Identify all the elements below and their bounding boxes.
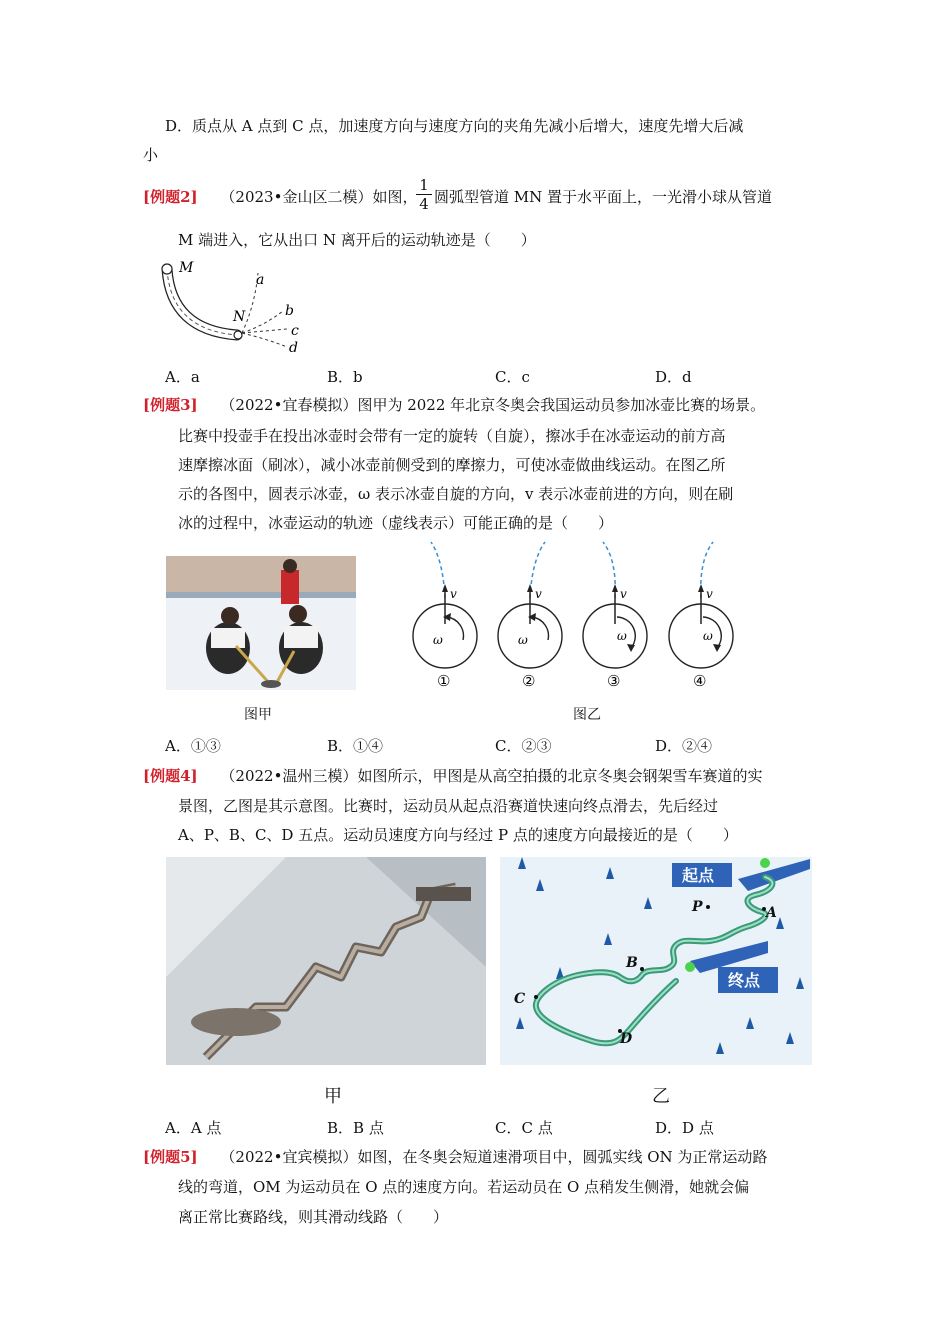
diagram-3-omega: ω: [617, 629, 627, 643]
diagram-2-arrowhead: [527, 584, 533, 592]
diagram-3-label: ③: [607, 672, 621, 690]
q4-option-c[interactable]: C．C 点: [495, 1119, 553, 1137]
q3-stem-line1: （2022•宜春模拟）图甲为 2022 年北京冬奥会我国运动员参加冰壶比赛的场景。: [220, 396, 766, 414]
q4-stem-line2: 景图，乙图是其示意图。比赛时，运动员从起点沿赛道快速向终点滑去，先后经过: [178, 797, 719, 815]
sweeper-left-head: [221, 607, 239, 625]
coach-red-jacket: [281, 570, 299, 604]
curling-stone: [261, 680, 281, 688]
q2-option-b[interactable]: B．b: [327, 368, 363, 386]
q4-stem-line1: （2022•温州三模）如图所示，甲图是从高空拍摄的北京冬奥会钢架雪车赛道的实: [220, 767, 763, 785]
q2-stem-b: 圆弧型管道 MN 置于水平面上，一光滑小球从管道: [434, 188, 773, 206]
label-p: P: [692, 899, 703, 915]
diagram-3-spin-head: [627, 644, 635, 652]
q2-tag: [例题2]: [143, 188, 198, 206]
diagram-4-label: ④: [693, 672, 707, 690]
label-d: d: [289, 340, 298, 356]
pipe-end-n: [234, 331, 242, 339]
q4-option-d[interactable]: D．D 点: [655, 1119, 714, 1137]
q4-stem-line3: A、P、B、C、D 五点。运动员速度方向与经过 P 点的速度方向最接近的是（ ）: [178, 826, 738, 844]
q4-option-b[interactable]: B．B 点: [327, 1119, 384, 1137]
option-d-text: D．质点从 A 点到 C 点，加速度方向与速度方向的夹角先减小后增大，速度先增大后减: [165, 117, 744, 135]
diagram-2: [498, 542, 562, 690]
start-dot: [760, 858, 770, 868]
label-a: a: [256, 272, 265, 288]
curling-diagrams: [405, 540, 745, 690]
label-a-point: A: [766, 905, 777, 921]
ice-surface: [166, 598, 356, 690]
stands: [166, 556, 356, 592]
track-schematic-map: [500, 857, 812, 1065]
fig-yi-caption: 图乙: [573, 707, 601, 723]
diagram-1-v: v: [450, 587, 457, 601]
q2-option-d[interactable]: D．d: [655, 368, 692, 386]
q2-option-c[interactable]: C．c: [495, 368, 530, 386]
q5-stem-line3: 离正常比赛路线，则其滑动线路（ ）: [178, 1208, 449, 1226]
diagram-4-v: v: [706, 587, 713, 601]
diagram-2-omega: ω: [518, 633, 528, 647]
q2-stem-line2: M 端进入，它从出口 N 离开后的运动轨迹是（ ）: [178, 231, 536, 249]
curling-photo: [166, 556, 356, 690]
trajectory-d: [242, 333, 287, 347]
diagram-1-spin-head: [443, 613, 451, 621]
quarter-fraction: [416, 176, 432, 213]
sweeper-right-head: [289, 605, 307, 623]
fig-yi-caption-q4: 乙: [652, 1086, 670, 1107]
fraction-denominator: 4: [416, 194, 432, 213]
diagram-1-trajectory: [431, 542, 445, 598]
diagram-4: [669, 542, 733, 690]
q4-header: [143, 762, 762, 791]
diagram-1: [413, 542, 477, 690]
q3-tag: [例题3]: [143, 396, 198, 414]
point-b-dot: [640, 967, 644, 971]
diagram-2-spin-head: [528, 613, 536, 621]
diagram-4-omega: ω: [703, 629, 713, 643]
label-c: c: [291, 323, 299, 339]
pipe-end-m: [162, 264, 172, 274]
q2-header: [143, 183, 417, 212]
diagram-1-label: ①: [437, 672, 451, 690]
q3-stem-line5: 冰的过程中，冰壶运动的轨迹（虚线表示）可能正确的是（ ）: [178, 514, 614, 532]
diagram-3: [583, 542, 647, 690]
pipe-inner: [167, 269, 237, 335]
q3-header: [143, 391, 765, 420]
label-b: b: [285, 303, 294, 319]
label-m: M: [179, 260, 194, 276]
option-d-text-wrap: 小: [143, 146, 159, 164]
diagram-3-arrowhead: [612, 584, 618, 592]
start-label: 起点: [682, 866, 715, 885]
fig-jia-caption-q4: 甲: [324, 1086, 342, 1107]
q3-stem-line3: 速摩擦冰面（刷冰），减小冰壶前侧受到的摩擦力，可使冰壶做曲线运动。在图乙所: [178, 456, 726, 474]
q5-tag: [例题5]: [143, 1148, 198, 1166]
q5-stem-line2: 线的弯道，OM 为运动员在 O 点的速度方向。若运动员在 O 点稍发生侧滑，她就会偏: [178, 1178, 750, 1196]
label-b-point: B: [626, 955, 638, 971]
diagram-2-v: v: [535, 587, 542, 601]
q3-option-a[interactable]: A．①③: [165, 737, 221, 755]
diagram-2-label: ②: [522, 672, 536, 690]
sweeper-right-jacket: [284, 626, 318, 648]
point-c-dot: [534, 995, 538, 999]
map-background: [500, 857, 812, 1065]
label-c-point: C: [514, 991, 526, 1007]
q2-option-a[interactable]: A．a: [165, 368, 200, 386]
q5-header: [143, 1143, 767, 1172]
sweeper-left-jacket: [211, 628, 245, 648]
rink-wall: [166, 592, 356, 598]
aerial-track-photo: [166, 857, 486, 1065]
diagram-4-arrowhead: [698, 584, 704, 592]
coach-head: [283, 559, 297, 573]
q2-pipe-figure: [155, 255, 315, 360]
diagram-1-arrowhead: [442, 584, 448, 592]
diagram-1-omega: ω: [433, 633, 443, 647]
q3-option-d[interactable]: D．②④: [655, 737, 713, 755]
q3-stem-line2: 比赛中投壶手在投出冰壶时会带有一定的旋转（自旋），擦冰手在冰壶运动的前方高: [178, 427, 726, 445]
finish-label: 终点: [728, 971, 761, 990]
fig-jia-caption: 图甲: [244, 707, 272, 723]
trajectory-b: [242, 311, 283, 333]
q3-stem-line4: 示的各图中，圆表示冰壶，ω 表示冰壶自旋的方向，v 表示冰壶前进的方向，则在刷: [178, 485, 734, 503]
q5-stem-line1: （2022•宜宾模拟）如图，在冬奥会短道速滑项目中，圆弧实线 ON 为正常运动路: [220, 1148, 768, 1166]
q2-stem-a: （2023•金山区二模）如图，: [220, 188, 418, 206]
label-n: N: [233, 309, 246, 325]
finish-dot: [685, 962, 695, 972]
q4-option-a[interactable]: A．A 点: [165, 1119, 222, 1137]
diagram-3-v: v: [620, 587, 627, 601]
finish-building: [191, 1008, 281, 1036]
q3-option-c[interactable]: C．②③: [495, 737, 552, 755]
q4-tag: [例题4]: [143, 767, 198, 785]
start-building: [416, 887, 471, 901]
label-d-point: D: [620, 1031, 633, 1047]
q3-option-b[interactable]: B．①④: [327, 737, 384, 755]
point-p-dot: [706, 905, 710, 909]
diagram-4-spin-head: [713, 644, 721, 652]
fraction-numerator: 1: [419, 176, 429, 194]
